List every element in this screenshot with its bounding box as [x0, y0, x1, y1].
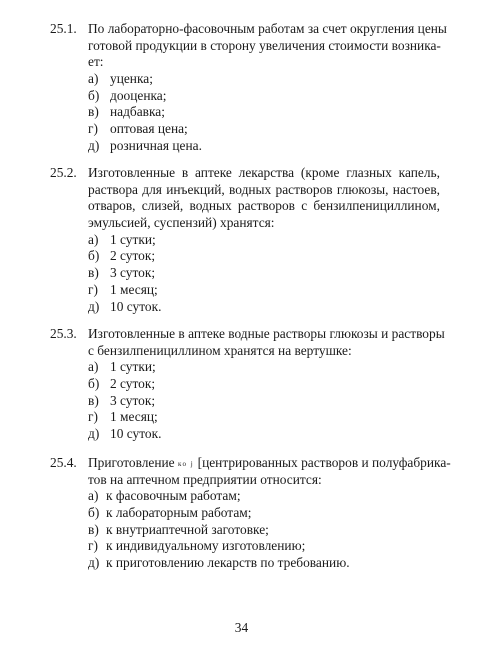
question-text-start: Приготовление	[88, 455, 175, 470]
option-text: к индивидуальному изготовлению;	[106, 538, 306, 554]
option-text: 10 суток.	[110, 298, 162, 314]
answer-option	[50, 488, 440, 505]
option-text: 3 суток;	[110, 392, 156, 408]
question-text: эмульсией, суспензий) хранятся:	[88, 215, 275, 231]
answer-option	[50, 232, 440, 249]
option-letter: б)	[88, 376, 100, 392]
option-letter: д)	[88, 426, 100, 442]
option-letter: а)	[88, 71, 99, 87]
question-text: раствора для инъекций, водных растворов глюкозы, настоев,	[88, 181, 440, 197]
option-letter: б)	[88, 87, 100, 103]
answer-option	[50, 248, 440, 265]
answer-option	[50, 121, 440, 138]
answer-option	[50, 426, 440, 443]
answer-option	[50, 138, 440, 155]
question-line	[50, 343, 440, 360]
answer-option	[50, 522, 440, 539]
answer-option	[50, 299, 440, 316]
question-25-4	[50, 455, 451, 572]
question-text: Изготовленные в аптеке лекарства (кроме глазных капель,	[88, 165, 440, 180]
print-artifact: ко ј	[178, 460, 195, 468]
question-line	[50, 38, 440, 55]
option-text: оптовая цена;	[110, 121, 188, 137]
answer-option	[50, 393, 440, 410]
option-text: 1 сутки;	[110, 231, 156, 247]
answer-option	[50, 282, 440, 299]
question-line	[50, 326, 445, 343]
option-letter: г)	[88, 409, 98, 425]
option-text: 2 суток;	[110, 376, 156, 392]
option-letter: г)	[88, 121, 98, 137]
option-letter: г)	[88, 538, 98, 554]
option-text: 2 суток;	[110, 248, 156, 264]
option-letter: а)	[88, 488, 99, 504]
answer-option	[50, 265, 440, 282]
question-25-1	[50, 21, 447, 155]
answer-option	[50, 376, 440, 393]
question-number: 25.3.	[50, 326, 77, 341]
question-line	[50, 21, 447, 38]
answer-option	[50, 88, 440, 105]
question-line	[50, 455, 451, 472]
option-text: уценка;	[110, 71, 153, 87]
option-text: 1 сутки;	[110, 359, 156, 375]
option-letter: в)	[88, 265, 99, 281]
option-letter: д)	[88, 137, 100, 153]
page-number: 34	[234, 620, 249, 635]
option-text: к лабораторным работам;	[106, 505, 252, 521]
option-letter: д)	[88, 298, 100, 314]
option-letter: б)	[88, 248, 100, 264]
option-text: к внутриаптечной заготовке;	[106, 521, 269, 537]
answer-option	[50, 538, 440, 555]
question-text	[88, 455, 451, 473]
question-line	[50, 472, 440, 489]
question-text: отваров, слизей, водных растворов с бензилпенициллином,	[88, 198, 440, 214]
question-line	[50, 182, 440, 199]
question-text: готовой продукции в сторону увеличения стоимости возника-	[88, 37, 441, 53]
option-text: розничная цена.	[110, 137, 202, 153]
question-text-end: [центрированных растворов и полуфабрика-	[197, 455, 451, 470]
option-letter: б)	[88, 505, 100, 521]
question-line	[50, 165, 440, 182]
question-line	[50, 215, 440, 232]
answer-option	[50, 71, 440, 88]
question-number: 25.2.	[50, 165, 77, 180]
option-text: дооценка;	[110, 87, 167, 103]
question-line	[50, 54, 440, 71]
answer-option	[50, 409, 440, 426]
question-number: 25.4.	[50, 455, 77, 470]
option-letter: в)	[88, 392, 99, 408]
question-text: По лабораторно-фасовочным работам за счет округления цены	[88, 21, 447, 36]
question-text: с бензилпенициллином хранятся на вертушке:	[88, 342, 352, 358]
option-text: надбавка;	[110, 104, 165, 120]
question-text: тов на аптечном предприятии относится:	[88, 471, 322, 487]
question-25-3	[50, 326, 445, 443]
question-text: ет:	[88, 54, 104, 70]
option-letter: г)	[88, 281, 98, 297]
question-line	[50, 198, 440, 215]
option-text: 1 месяц;	[110, 281, 158, 297]
option-letter: а)	[88, 231, 99, 247]
question-number: 25.1.	[50, 21, 77, 36]
answer-option	[50, 555, 440, 572]
question-25-2	[50, 165, 440, 315]
option-letter: в)	[88, 521, 99, 537]
option-letter: а)	[88, 359, 99, 375]
question-text: Изготовленные в аптеке водные растворы глюкозы и растворы	[88, 326, 445, 341]
option-letter: в)	[88, 104, 99, 120]
option-text: к приготовлению лекарств по требованию.	[106, 555, 350, 571]
answer-option	[50, 359, 440, 376]
option-text: 3 суток;	[110, 265, 156, 281]
answer-option	[50, 505, 440, 522]
option-letter: д)	[88, 555, 100, 571]
option-text: к фасовочным работам;	[106, 488, 241, 504]
option-text: 10 суток.	[110, 426, 162, 442]
answer-option	[50, 104, 440, 121]
option-text: 1 месяц;	[110, 409, 158, 425]
